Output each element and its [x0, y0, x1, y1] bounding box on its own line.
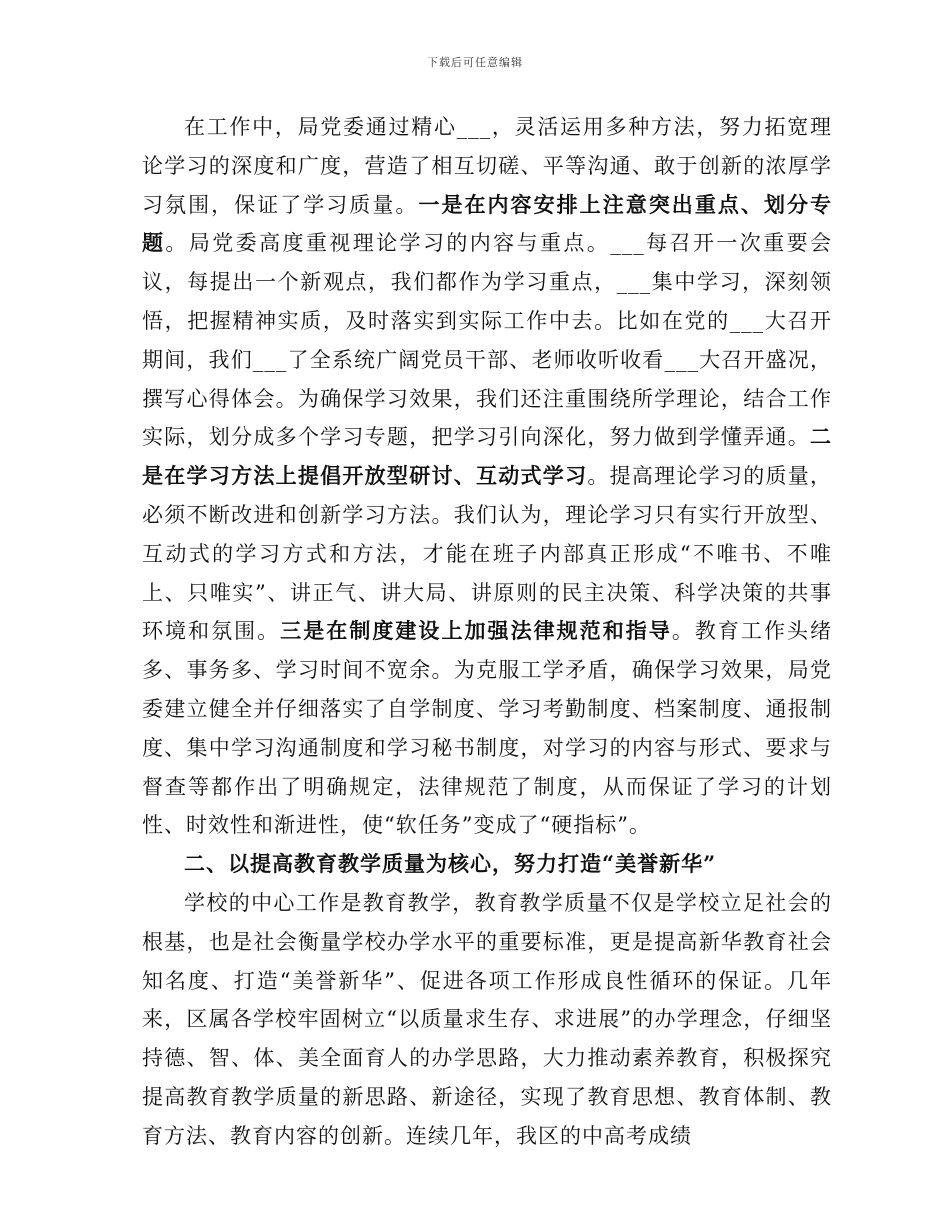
- paragraph-text: 。教育工作头绪多、事务多、学习时间不宽余。为克服工学矛盾，确保学习效果，局党委建立健全并仔细落实了自学制度、学习考勤制度、档案制度、通报制度、集中学习沟通制度和学习秘书制度，对学习的内容与形式、要求与督查等都作出了明确规定，法律规范了制度，从而保证了学习的计划性、时效性和渐进性，使“软任务”变成了“硬指标”。: [142, 619, 833, 838]
- paragraph-teaching-quality: 学校的中心工作是教育教学，教育教学质量不仅是学校立足社会的根基，也是社会衡量学校办学水平的重要标准，更是提高新华教育社会知名度、打造“美誉新华”、促进各项工作形成良性循环的保证。几年来，区属各学校牢固树立“以质量求生存、求进展”的办学理念，仔细坚持德、智、体、美全面育人的办学思路，大力推动素养教育，积极探究提高教育教学质量的新思路、新途径，实现了教育思想、教育体制、教育方法、教育内容的创新。连续几年，我区的中高考成绩: [142, 890, 832, 1148]
- paragraph-text: 在工作中，局党委通过精心___，灵活运用多种方法，努力拓宽理论学习的深度和广度，营造了相互切磋、平等沟通、敢于创新的浓厚学习氛围，保证了学习质量。: [142, 115, 832, 217]
- document-body: [142, 108, 832, 1156]
- highlight-point-2: 二是在学习方法上提倡开放型研讨、互动式学习: [142, 424, 832, 489]
- paragraph-text: 。局党委高度重视理论学习的内容与重点。___每召开一次重要会议，每提出一个新观点，我们都作为学习重点，___集中学习，深刻领悟，把握精神实质，及时落实到实际工作中去。比如在党的___大召开期间，我们___了全系统广阔党员干部、老师收听收看___大召开盛况，撰写心得体会。为确保学习效果，我们还注重围绕所学理论，结合工作实际，划分成多个学习专题，把学习引向深化，努力做到学懂弄通。: [142, 231, 833, 450]
- paragraph-text: 。提高理论学习的质量，必须不断改进和创新学习方法。我们认为，理论学习只有实行开放型、互动式的学习方式和方法，才能在班子内部真正形成“不唯书、不唯上、只唯实”、讲正气、讲大局、讲原则的民主决策、科学决策的共事环境和氛围。: [142, 464, 833, 644]
- highlight-point-1: 一是在内容安排上注意突出重点、划分专题: [142, 191, 833, 256]
- page-header-note: 下载后可任意编辑: [427, 56, 523, 69]
- paragraph-study-methods: [142, 108, 832, 845]
- section-title: 二、以提高教育教学质量为核心，努力打造“美誉新华”: [184, 851, 717, 877]
- highlight-point-3: 三是在制度建设上加强法律规范和指导: [280, 618, 672, 644]
